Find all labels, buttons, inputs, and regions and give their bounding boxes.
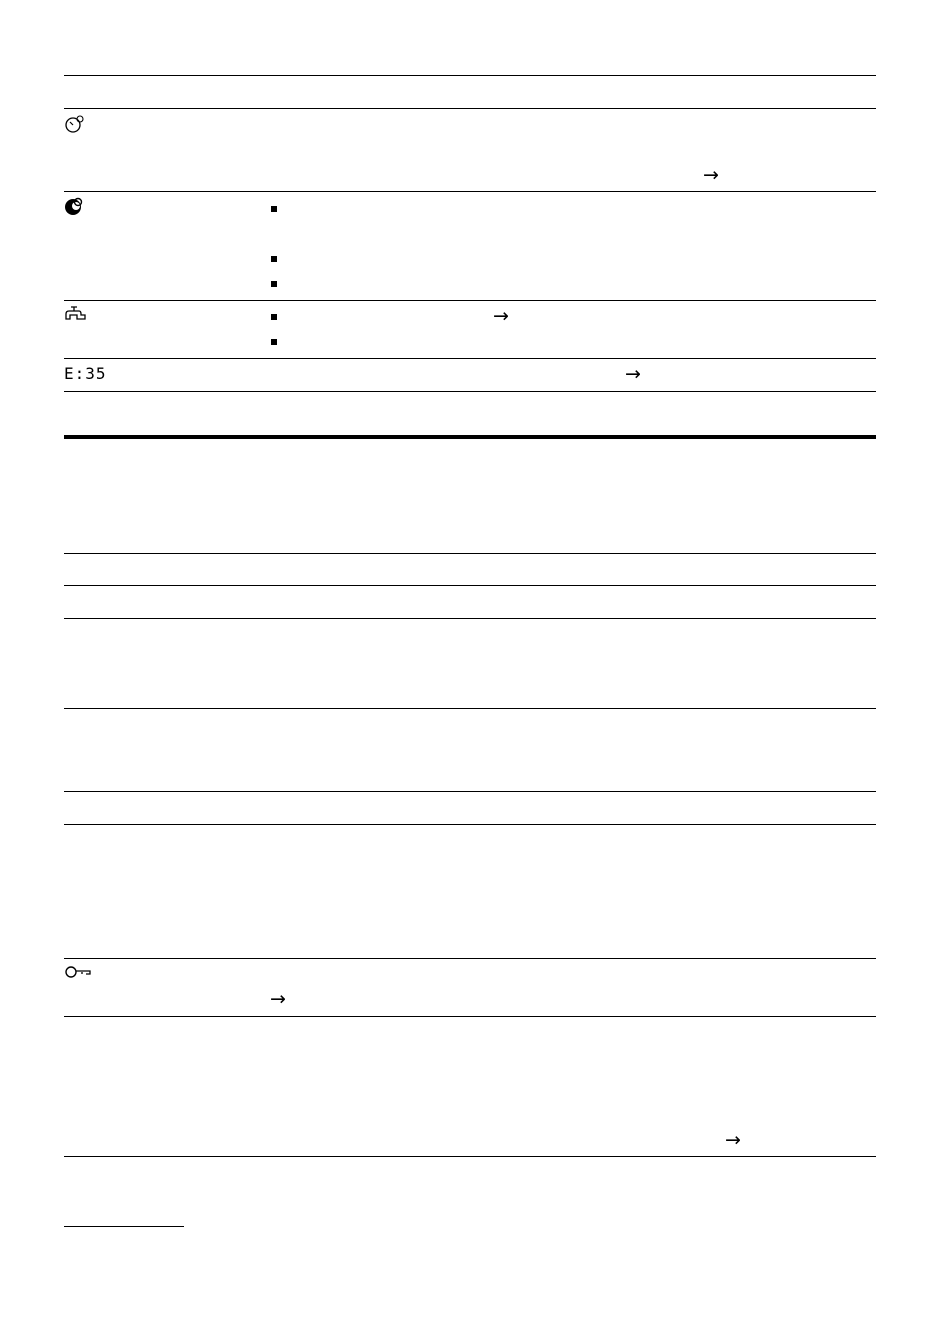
- list-bullet: [271, 339, 277, 345]
- table-rule: [64, 708, 876, 709]
- table-rule: [64, 391, 876, 392]
- list-bullet: [271, 281, 277, 287]
- arrow-icon: →: [725, 1129, 741, 1151]
- table-rule: [64, 191, 876, 192]
- table-rule: [64, 1016, 876, 1017]
- water-tap-icon: [63, 305, 89, 325]
- table-rule: [64, 585, 876, 586]
- footnote-separator: [64, 1226, 184, 1227]
- arrow-icon: →: [493, 305, 509, 327]
- section-divider: [64, 435, 876, 439]
- table-rule: [64, 791, 876, 792]
- arrow-icon: →: [625, 363, 641, 385]
- table-rule: [64, 75, 876, 76]
- list-bullet: [271, 314, 277, 320]
- list-bullet: [271, 256, 277, 262]
- table-rule: [64, 824, 876, 825]
- arrow-icon: →: [270, 988, 286, 1010]
- table-rule: [64, 108, 876, 109]
- table-rule: [64, 300, 876, 301]
- list-bullet: [271, 206, 277, 212]
- timer-icon: [64, 114, 86, 134]
- error-code-display: E:35: [64, 364, 107, 383]
- arrow-icon: →: [703, 164, 719, 186]
- table-rule: [64, 358, 876, 359]
- table-rule: [64, 1156, 876, 1157]
- table-rule: [64, 618, 876, 619]
- table-rule: [64, 958, 876, 959]
- key-icon: [64, 964, 92, 980]
- rinse-aid-icon: [63, 196, 85, 216]
- table-rule: [64, 553, 876, 554]
